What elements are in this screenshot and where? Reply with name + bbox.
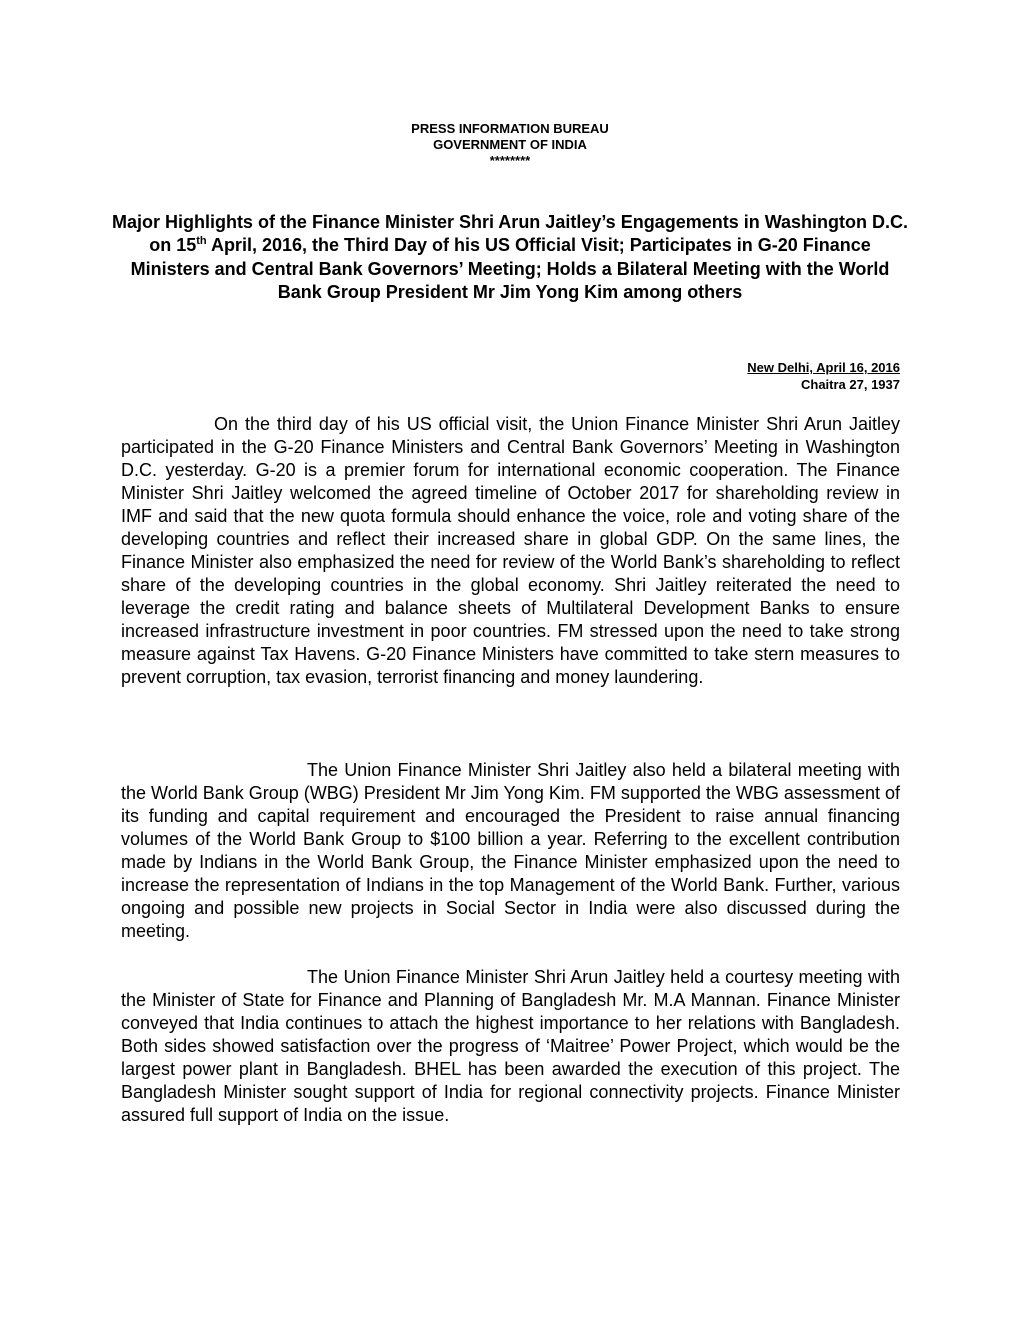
body-paragraph-3: The Union Finance Minister Shri Arun Jaitley held a courtesy meeting with the Minister of State for Finance and Planning of Bangladesh Mr. M.A Mannan. Finance Minister conveyed that India continues to attach the highest importance to her relations with Bangladesh. Both sides showed satisfaction over the progress of ‘Maitree’ Power Project, which would be the largest power plant in Bangladesh. BHEL has been awarded the execution of this project. The Bangladesh Minister sought support of India for regional connectivity projects. Finance Minister assured full support of India on the issue. — [121, 967, 900, 1125]
body-paragraph-1: On the third day of his US official visit, the Union Finance Minister Shri Arun Jaitley participated in the G-20 Finance Ministers and Central Bank Governors’ Meeting in Washington D.C. yesterday. G-20 is a premier forum for international economic cooperation. The Finance Minister Shri Jaitley welcomed the agreed timeline of October 2017 for shareholding review in IMF and said that the new quota formula should enhance the voice, role and voting share of the developing countries and reflect their increased share in global GDP. On the same lines, the Finance Minister also emphasized the need for review of the World Bank’s shareholding to reflect share of the developing countries in the global economy. Shri Jaitley reiterated the need to leverage the credit rating and balance sheets of Multilateral Development Banks to ensure increased infrastructure investment in poor countries. FM stressed upon the need to take strong measure against Tax Havens. G-20 Finance Ministers have committed to take stern measures to prevent corruption, tax evasion, terrorist financing and money laundering. — [121, 414, 900, 687]
government-name: GOVERNMENT OF INDIA — [433, 137, 587, 152]
title-part-2: April, 2016, the Third Day of his US Official Visit; Participates in G-20 Finance Ministers and Central Bank Governors’ Meeting; Holds a Bilateral Meeting with the World Bank Group President Mr Jim Yong Kim among others — [130, 235, 890, 302]
place-date: New Delhi, April 16, 2016 — [747, 360, 900, 375]
saka-date: Chaitra 27, 1937 — [800, 377, 900, 392]
title-superscript: th — [196, 235, 207, 248]
dateline — [500, 359, 900, 393]
body-paragraph-2: The Union Finance Minister Shri Jaitley also held a bilateral meeting with the World Bank Group (WBG) President Mr Jim Yong Kim. FM supported the WBG assessment of its funding and capital requirement and encouraged the President to raise annual financing volumes of the World Bank Group to $100 billion a year. Referring to the excellent contribution made by Indians in the World Bank Group, the Finance Minister emphasized upon the need to increase the representation of Indians in the top Management of the World Bank. Further, various ongoing and possible new projects in Social Sector in India were also discussed during the meeting. — [121, 760, 900, 941]
release-title — [110, 211, 910, 304]
header-asterisks: ******** — [489, 153, 531, 168]
document-header — [0, 121, 1020, 169]
title-part-1: Major Highlights of the Finance Minister Shri Arun Jaitley’s Engagements in Washington D.C. on 15 — [111, 212, 909, 256]
bureau-name: PRESS INFORMATION BUREAU — [411, 121, 609, 136]
